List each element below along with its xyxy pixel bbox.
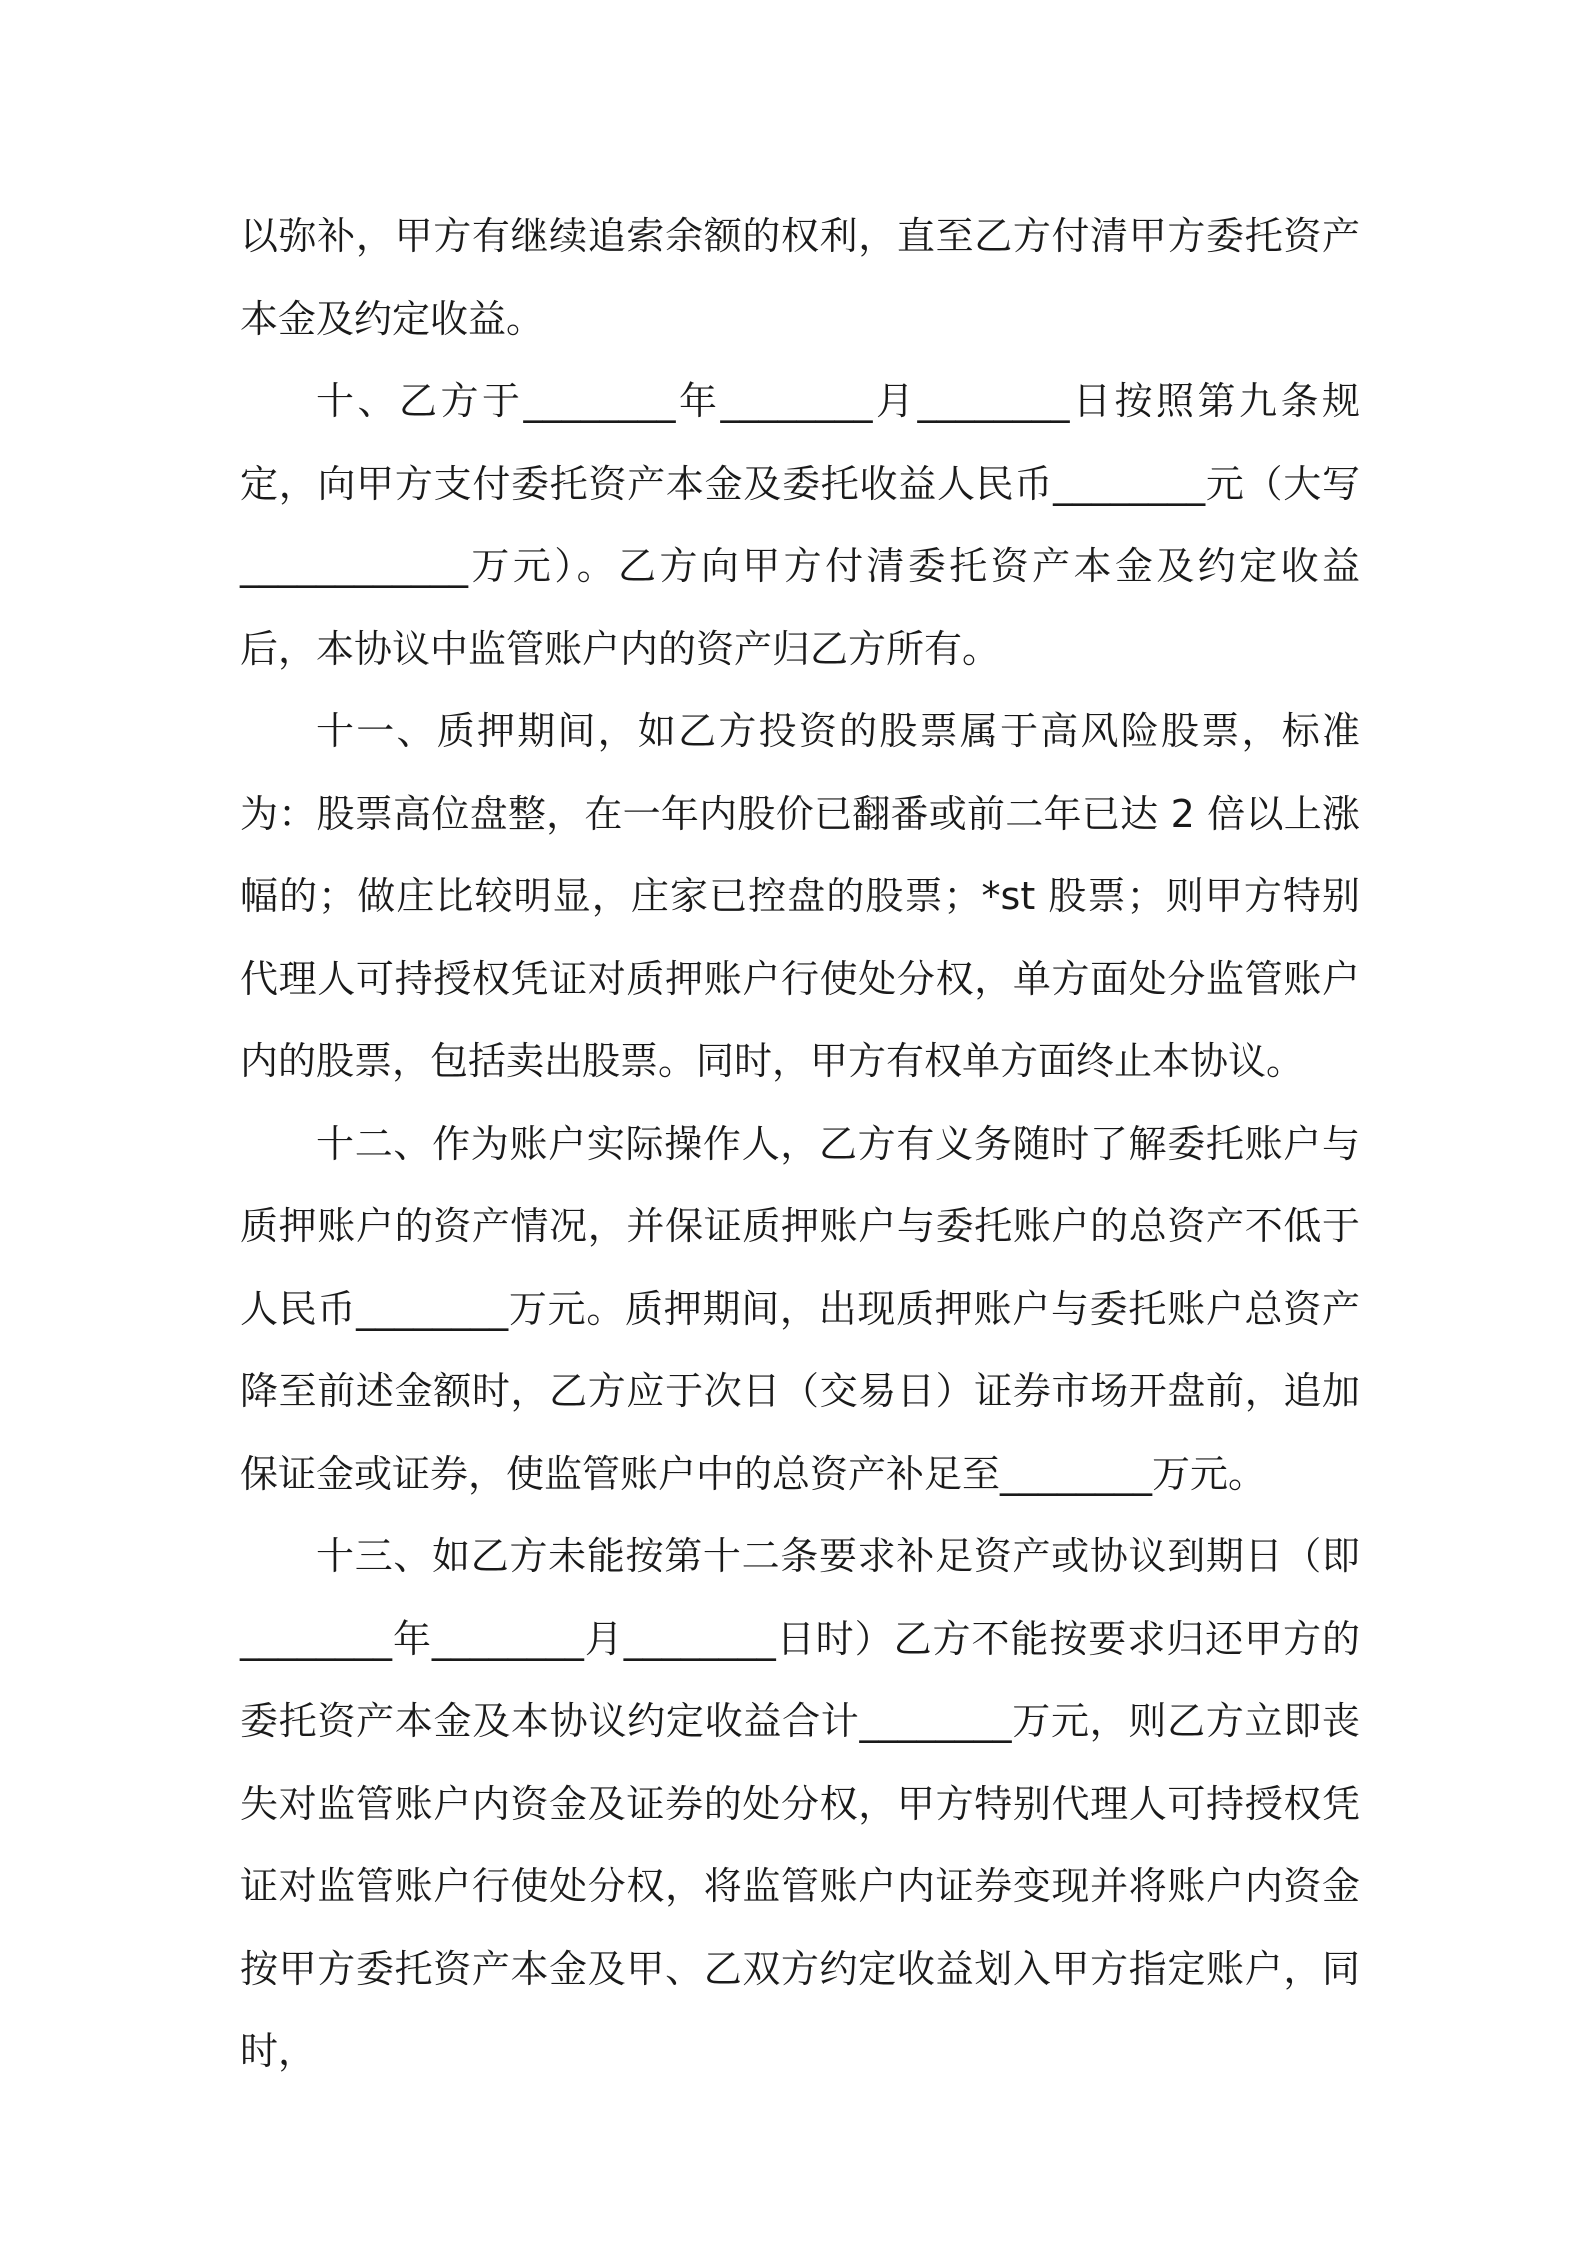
paragraph-clause-12: 十二、作为账户实际操作人，乙方有义务随时了解委托账户与质押账户的资产情况，并保证质押账户与委托账户的总资产不低于人民币________万元。质押期间，出现质押账户与委托账户总资产降至前述金额时，乙方应于次日（交易日）证券市场开盘前，追加保证金或证券，使监管账户中的总资产补足至________万元。 xyxy=(240,1121,1360,1496)
document-body xyxy=(240,195,1360,2093)
paragraph-clause-11: 十一、质押期间，如乙方投资的股票属于高风险股票，标准为：股票高位盘整，在一年内股价已翻番或前二年已达 2 倍以上涨幅的；做庄比较明显，庄家已控盘的股票；*st 股票；则甲方特别代理人可持授权凭证对质押账户行使处分权，单方面处分监管账户内的股票，包括卖出股票。同时，甲方有权单方面终止本协议。 xyxy=(240,709,1360,1083)
paragraph-clause-13: 十三、如乙方未能按第十二条要求补足资产或协议到期日（即________年________月________日时）乙方不能按要求归还甲方的委托资产本金及本协议约定收益合计________万元，则乙方立即丧失对监管账户内资金及证券的处分权，甲方特别代理人可持授权凭证对监管账户行使处分权，将监管账户内证券变现并将账户内资金按甲方委托资产本金及甲、乙双方约定收益划入甲方指定账户，同时， xyxy=(240,1534,1360,2073)
paragraph-continuation: 以弥补，甲方有继续追索余额的权利，直至乙方付清甲方委托资产本金及约定收益。 xyxy=(240,214,1360,341)
paragraph-clause-10: 十、乙方于________年________月________日按照第九条规定，向甲方支付委托资产本金及委托收益人民币________元（大写____________万元）。乙方向甲方付清委托资产本金及约定收益后，本协议中监管账户内的资产归乙方所有。 xyxy=(240,379,1360,671)
